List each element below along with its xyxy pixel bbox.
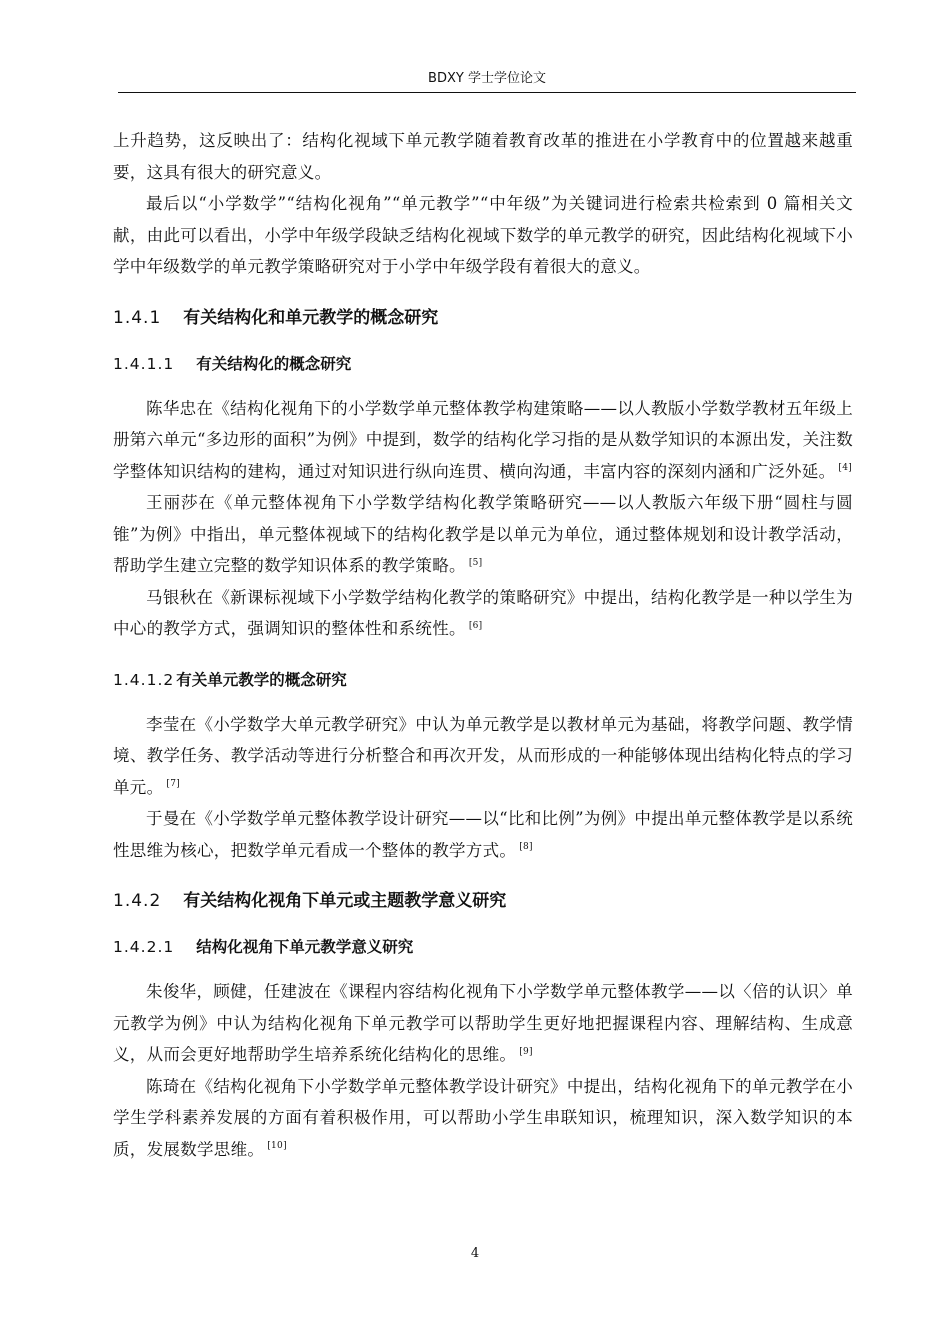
- page-number: 4: [470, 1246, 480, 1261]
- paragraph-text: 陈琦在《结构化视角下小学数学单元整体教学设计研究》中提出，结构化视角下的单元教学在小学生学科素养发展的方面有着积极作用，可以帮助小学生串联知识，梳理知识，深入数学知识的本质，发展数学思维。: [113, 1076, 853, 1159]
- subsection-title: 有关单元教学的概念研究: [176, 670, 347, 689]
- paragraph-intro-1: 上升趋势，这反映出了：结构化视域下单元教学随着教育改革的推进在小学教育中的位置越来越重要，这具有很大的研究意义。: [113, 131, 853, 182]
- citation-marker: [6]: [468, 620, 483, 631]
- paragraph-li: [113, 709, 853, 804]
- subsection-title: 结构化视角下单元教学意义研究: [196, 938, 414, 956]
- subsection-number: 1.4.2.1: [113, 938, 175, 956]
- header-rule: [118, 92, 856, 93]
- subsection-number: 1.4.1.1: [113, 354, 175, 373]
- section-number: 1.4.1: [113, 307, 162, 328]
- section-title: 有关结构化视角下单元或主题教学意义研究: [183, 891, 507, 911]
- section-heading-1-4-2: [113, 890, 853, 912]
- subsection-number: 1.4.1.2: [113, 670, 175, 689]
- paragraph-zhu: [113, 976, 853, 1071]
- paragraph-text: 王丽莎在《单元整体视角下小学数学结构化教学策略研究——以人教版六年级下册“圆柱与圆锥”为例》中指出，单元整体视域下的结构化教学是以单元为单位，通过整体规划和设计教学活动，帮助学生建立完整的数学知识体系的教学策略。: [113, 493, 853, 575]
- paragraph-text: 李莹在《小学数学大单元教学研究》中认为单元教学是以教材单元为基础，将教学问题、教学情境、教学任务、教学活动等进行分析整合和再次开发，从而形成的一种能够体现出结构化特点的学习单元。: [113, 714, 853, 797]
- citation-marker: [5]: [468, 557, 483, 568]
- citation-marker: [9]: [519, 1046, 533, 1057]
- paragraph-text: 陈华忠在《结构化视角下的小学数学单元整体教学构建策略——以人教版小学数学教材五年级上册第六单元“多边形的面积”为例》中提到，数学的结构化学习指的是从数学知识的本源出发，关注数学整体知识结构的建构，通过对知识进行纵向连贯、横向沟通，丰富内容的深刻内涵和广泛外延。: [113, 398, 853, 481]
- citation-marker: [7]: [166, 779, 181, 789]
- citation-marker: [4]: [838, 463, 853, 473]
- subsection-title: 有关结构化的概念研究: [196, 354, 352, 373]
- section-title: 有关结构化和单元教学的概念研究: [183, 307, 439, 328]
- section-heading-1-4-1: [113, 307, 853, 329]
- paragraph-wang: [113, 487, 853, 582]
- section-number: 1.4.2: [113, 891, 162, 911]
- subsection-heading-1-4-1-1: [113, 353, 853, 375]
- paragraph-chenqi: [113, 1071, 853, 1166]
- paragraph-text: 朱俊华，顾健，任建波在《课程内容结构化视角下小学数学单元整体教学——以〈倍的认识〉单元教学为例》中认为结构化视角下单元教学可以帮助学生更好地把握课程内容、理解结构、生成意义，从而会更好地帮助学生培养系统化结构化的思维。: [113, 982, 853, 1064]
- paragraph-yu: [113, 803, 853, 866]
- paragraph-text: 马银秋在《新课标视域下小学数学结构化教学的策略研究》中提出，结构化教学是一种以学生为中心的教学方式，强调知识的整体性和系统性。: [113, 587, 853, 638]
- subsection-heading-1-4-2-1: [113, 936, 853, 958]
- paragraph-chen: [113, 393, 853, 488]
- paragraph-intro-2: 最后以“小学数学”“结构化视角”“单元教学”“中年级”为关键词进行检索共检索到 0 篇相关文献，由此可以看出，小学中年级学段缺乏结构化视域下数学的单元教学的研究，因此结构化视域下小学中年级数学的单元教学策略研究对于小学中年级学段有着很大的意义。: [113, 194, 853, 276]
- page-body: [113, 125, 853, 1165]
- citation-marker: [10]: [267, 1141, 287, 1151]
- citation-marker: [8]: [519, 842, 533, 852]
- paragraph-text: 于曼在《小学数学单元整体教学设计研究——以“比和比例”为例》中提出单元整体教学是以系统性思维为核心，把数学单元看成一个整体的教学方式。: [113, 809, 853, 860]
- paragraph-ma: [113, 582, 853, 645]
- subsection-heading-1-4-1-2: [113, 669, 853, 691]
- running-header: BDXY 学士学位论文: [428, 71, 546, 86]
